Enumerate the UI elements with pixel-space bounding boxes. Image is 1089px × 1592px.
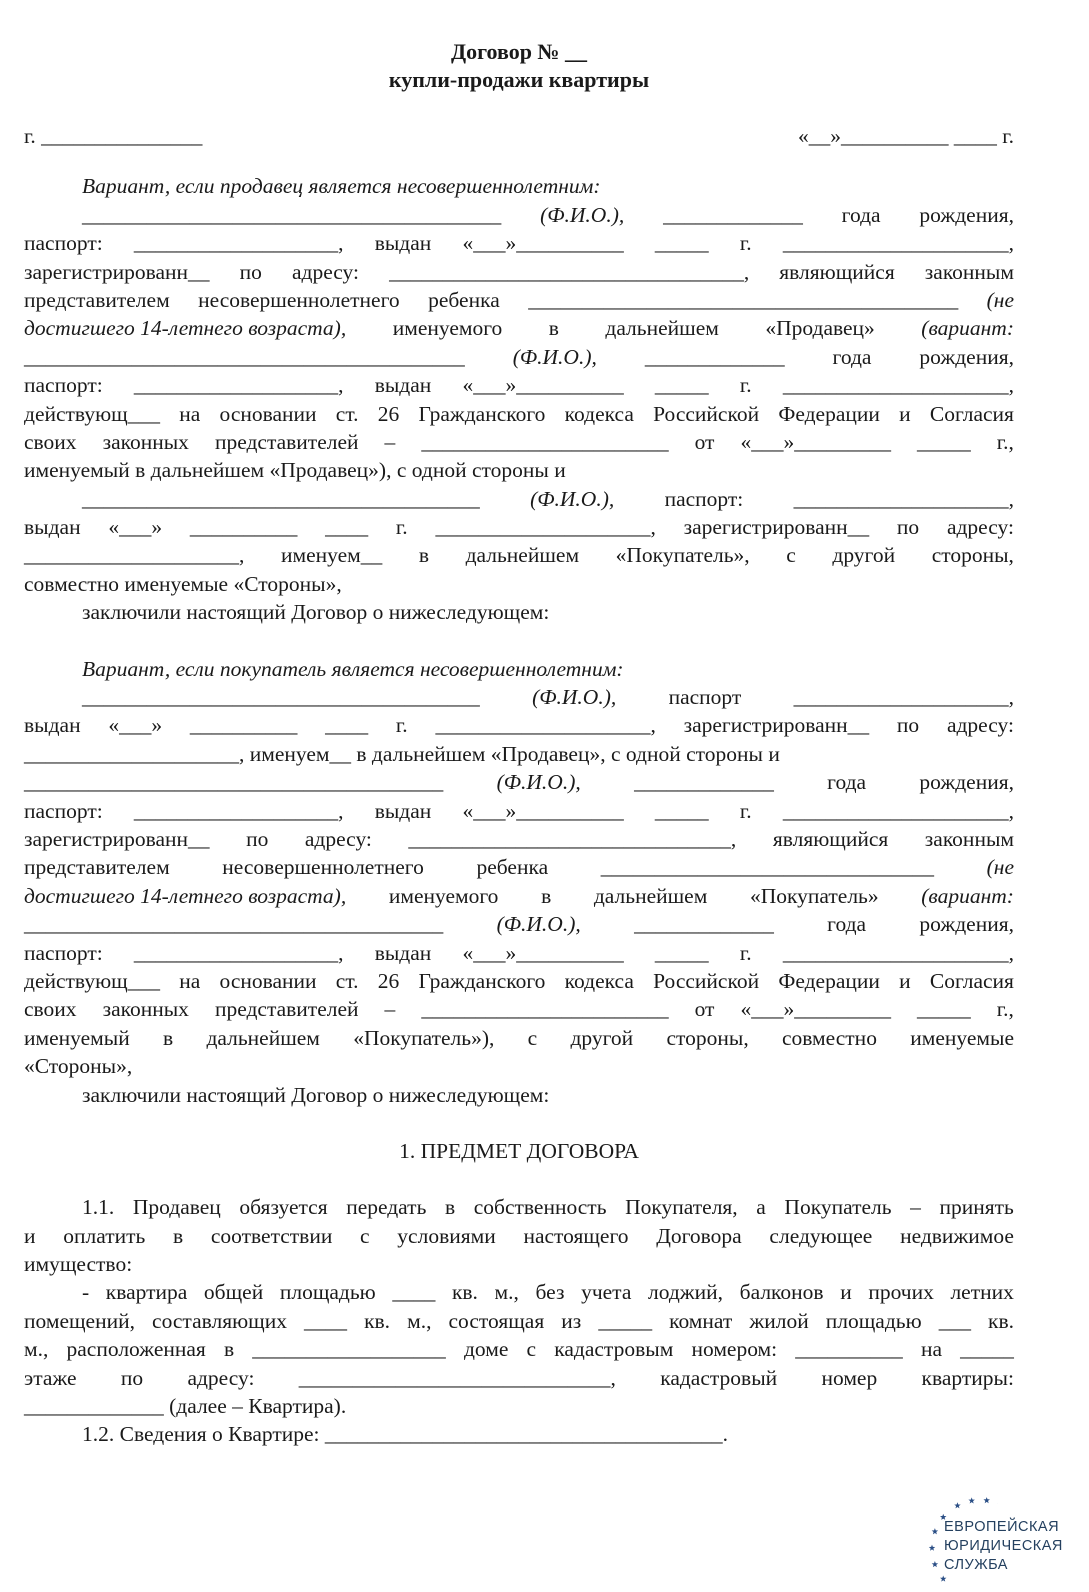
word: именуемого (388, 883, 499, 908)
text-line (24, 314, 1014, 342)
word: (Ф.И.О.), (540, 202, 625, 227)
word: выдан (24, 515, 81, 540)
word: ребенка (428, 287, 500, 312)
word: ____ (325, 515, 369, 540)
word: «___» (108, 713, 163, 738)
word: ____________________, (793, 685, 1014, 710)
word: ____________________, (793, 486, 1014, 511)
word: учета (581, 1280, 632, 1305)
word: дальнейшем (605, 316, 719, 341)
word: Российской (653, 968, 760, 993)
word: площадью (279, 1280, 376, 1305)
text-line (24, 1024, 1014, 1052)
word: по (896, 713, 920, 738)
apartment-description (24, 1278, 1014, 1392)
word: «___»__________ (462, 231, 624, 256)
word: выдан (24, 713, 81, 738)
word: г. (739, 373, 752, 398)
contract-document (24, 38, 1014, 1449)
word: (не (986, 287, 1014, 312)
word: _______________________ (421, 429, 669, 454)
paragraph-last-line: «Стороны», (24, 1054, 133, 1079)
text-line (24, 939, 1014, 967)
logo-text-line: СЛУЖБА (944, 1557, 1008, 1573)
word: Продавец (132, 1195, 221, 1220)
word: основании (219, 401, 317, 426)
word: ___________________, (133, 373, 344, 398)
word: представителем (24, 855, 170, 880)
logo-star (940, 1575, 946, 1581)
word: номером: (691, 1337, 778, 1362)
word: _____________________________, (298, 1365, 616, 1390)
word: м., (407, 1308, 432, 1333)
text-line (24, 513, 1014, 541)
word: своих (24, 429, 77, 454)
text-line (24, 882, 1014, 910)
word: в (444, 1195, 456, 1220)
text-line (24, 258, 1014, 286)
word: а (756, 1195, 766, 1220)
word: _____________________, (782, 231, 1014, 256)
word: м., (24, 1337, 49, 1362)
text-line (24, 428, 1014, 456)
word: ____________________, (435, 713, 656, 738)
logo-text (944, 1518, 1063, 1575)
word: Согласия (929, 968, 1014, 993)
word: являющийся (779, 259, 895, 284)
word: – (384, 997, 396, 1022)
word: комнат (669, 1308, 733, 1333)
word: _______________________________________ (24, 912, 444, 937)
word: _______________________________ (600, 855, 934, 880)
word: _____________________, (782, 373, 1014, 398)
text-line (24, 967, 1014, 995)
word: достигшего 14-летнего возраста), (24, 883, 347, 908)
word: представителей (214, 429, 359, 454)
word: кв. (364, 1308, 391, 1333)
word: м., (494, 1280, 519, 1305)
word: являющийся (772, 826, 889, 851)
word: следующее (769, 1223, 873, 1248)
word: _____ (654, 231, 709, 256)
word: _______________________________________ (24, 770, 444, 795)
logo-star (929, 1545, 935, 1551)
word: «Покупатель»), (353, 1025, 495, 1050)
word: действующ___ (24, 401, 160, 426)
word: и (899, 401, 911, 426)
text-line (24, 201, 1014, 229)
text-line (24, 485, 1014, 513)
document-subtitle: купли-продажи квартиры (388, 67, 650, 92)
word: «___»__________ (462, 798, 624, 823)
word: зарегистрированн__ (24, 826, 210, 851)
word: (не (986, 855, 1014, 880)
word: настоящего (523, 1223, 629, 1248)
word: _____ (654, 940, 709, 965)
word: ст. (335, 968, 359, 993)
word: основании (219, 968, 317, 993)
word: именуемого (392, 316, 503, 341)
word: площадью (825, 1308, 922, 1333)
word: «___»_________ (740, 429, 891, 454)
word: с (527, 1025, 538, 1050)
word: другой (832, 543, 896, 568)
word: балконов (739, 1280, 824, 1305)
word: _______________________________________ (82, 202, 502, 227)
text-line (24, 995, 1014, 1023)
word: ____ (392, 1280, 436, 1305)
word: кодекса (564, 401, 634, 426)
city-field: г. _______________ (24, 124, 203, 148)
word: (Ф.И.О.), (512, 344, 597, 369)
word: в (173, 1223, 184, 1248)
word: _____________ (663, 202, 803, 227)
word: г., (996, 429, 1014, 454)
word: в (541, 883, 552, 908)
word: – (384, 429, 396, 454)
word: от (694, 429, 715, 454)
word: Федерации (778, 401, 880, 426)
word: стороны, (666, 1025, 749, 1050)
word: _____________________________________ (82, 486, 480, 511)
concluded-line: заключили настоящий Договор о нижеследующем: (82, 600, 550, 625)
word: Гражданского (418, 401, 546, 426)
word: года (827, 912, 867, 937)
word: __________ (189, 515, 298, 540)
word: ___________________, (133, 940, 344, 965)
word: рождения, (919, 912, 1014, 937)
word: _________________________________________ (24, 344, 465, 369)
word: в (223, 1337, 235, 1362)
logo-star (954, 1502, 960, 1508)
word: выдан (374, 798, 432, 823)
company-logo (918, 1488, 1083, 1592)
word: адресу: (291, 259, 359, 284)
word: дальнейшем (593, 883, 708, 908)
word: кв. (451, 1280, 478, 1305)
text-line (24, 1222, 1014, 1250)
word: кадастровый (660, 1365, 778, 1390)
word: именуемые (910, 1025, 1014, 1050)
word: дальнейшем (206, 1025, 320, 1050)
word: «___» (108, 515, 163, 540)
logo-star (968, 1497, 974, 1503)
variant-caption-buyer: Вариант, если покупатель является несовершеннолетним: (82, 656, 624, 681)
text-line (24, 1364, 1014, 1392)
word: помещений, (24, 1308, 135, 1333)
word: квартира (105, 1280, 188, 1305)
word: г. (395, 713, 408, 738)
word: ___________________, (133, 231, 344, 256)
text-line (24, 1193, 1014, 1221)
word: 1.1. (82, 1195, 115, 1220)
variant-caption-seller: Вариант, если продавец является несовершеннолетним: (82, 174, 601, 199)
word: лоджий, (648, 1280, 724, 1305)
word: паспорт (668, 685, 742, 710)
word: ____ (325, 713, 369, 738)
text-line (24, 910, 1014, 938)
word: законным (924, 259, 1014, 284)
word: паспорт: (24, 940, 103, 965)
word: выдан (374, 231, 432, 256)
word: _____ (916, 997, 971, 1022)
word: _____________________, (782, 798, 1014, 823)
word: _______________________ (421, 997, 669, 1022)
word: этаже (24, 1365, 77, 1390)
word: именуемый (24, 1025, 130, 1050)
word: паспорт: (664, 486, 744, 511)
word: оплатить (63, 1223, 146, 1248)
word: (Ф.И.О.), (530, 486, 615, 511)
word: стороны, (931, 543, 1014, 568)
word: - (82, 1280, 90, 1305)
word: и (840, 1280, 852, 1305)
word: «Покупатель», (615, 543, 750, 568)
word: паспорт: (24, 798, 103, 823)
word: г. (395, 515, 408, 540)
word: недвижимое (900, 1223, 1014, 1248)
word: летних (950, 1280, 1014, 1305)
word: зарегистрированн__ (24, 259, 210, 284)
concluded-line: заключили настоящий Договор о нижеследующем: (82, 1082, 550, 1107)
text-line (24, 1307, 1014, 1335)
word: зарегистрированн__ (683, 713, 870, 738)
word: (Ф.И.О.), (532, 685, 617, 710)
word: _____________________, (782, 940, 1014, 965)
word: кодекса (564, 968, 634, 993)
word: зарегистрированн__ (683, 515, 870, 540)
text-line (24, 1335, 1014, 1363)
word: _____________ (634, 770, 774, 795)
logo-star (932, 1528, 938, 1534)
word: ___ (938, 1308, 971, 1333)
paragraph-last-line: _____________ (далее – Квартира). (24, 1394, 347, 1419)
word: ____________________, (24, 543, 245, 568)
word: соответствии (210, 1223, 333, 1248)
word: – (910, 1195, 921, 1220)
word: Гражданского (418, 968, 546, 993)
text-line (24, 400, 1014, 428)
word: законных (102, 429, 189, 454)
word: Договора (656, 1223, 742, 1248)
word: квартиры: (921, 1365, 1014, 1390)
text-line (24, 286, 1014, 314)
word: __________ (795, 1337, 903, 1362)
word: ________________________________________ (528, 287, 959, 312)
logo-star (983, 1497, 989, 1503)
word: ____ (304, 1308, 348, 1333)
word: передать (346, 1195, 427, 1220)
word: 26 (377, 968, 400, 993)
word: рождения, (919, 770, 1014, 795)
word: по (246, 826, 269, 851)
word: номер (821, 1365, 878, 1390)
word: доме (463, 1337, 509, 1362)
word: кв. (988, 1308, 1014, 1333)
word: года (841, 202, 881, 227)
word: несовершеннолетнего (222, 855, 424, 880)
word: обязуется (239, 1195, 328, 1220)
word: г. (739, 231, 752, 256)
word: и (899, 968, 911, 993)
word: (вариант: (921, 316, 1014, 341)
buyer-paragraph (24, 485, 1014, 570)
word: Федерации (778, 968, 880, 993)
word: ____________________, (435, 515, 656, 540)
word: кадастровым (554, 1337, 674, 1362)
text-line (24, 768, 1014, 796)
word: Российской (653, 401, 760, 426)
word: года (827, 770, 867, 795)
word: адресу: (946, 713, 1014, 738)
word: условиями (397, 1223, 496, 1248)
word: _____________ (644, 344, 785, 369)
word: года (832, 344, 872, 369)
word: Покупатель (784, 1195, 892, 1220)
paragraph-last-line: ____________________, именуем__ в дальнейшем «Продавец», с одной стороны и (24, 741, 780, 766)
word: общей (203, 1280, 264, 1305)
word: законных (102, 997, 189, 1022)
word: ___________________, (133, 798, 344, 823)
word: «Продавец» (765, 316, 875, 341)
word: ______________________________, (408, 826, 737, 851)
word: адресу: (946, 515, 1014, 540)
word: «___»__________ (462, 373, 624, 398)
clause-1-2: 1.2. Сведения о Квартире: _____________________________________. (82, 1422, 729, 1447)
text-line (24, 343, 1014, 371)
word: другой (570, 1025, 634, 1050)
word: жилой (749, 1308, 809, 1333)
word: своих (24, 997, 77, 1022)
word: с (360, 1223, 370, 1248)
word: на (920, 1337, 943, 1362)
word: рождения, (919, 202, 1014, 227)
word: (Ф.И.О.), (496, 770, 581, 795)
section-heading: 1. ПРЕДМЕТ ДОГОВОРА (399, 1138, 639, 1163)
text-line (24, 683, 1014, 711)
clause-1-1 (24, 1193, 1014, 1250)
text-line (24, 541, 1014, 569)
word: в (418, 543, 429, 568)
word: расположенная (66, 1337, 206, 1362)
word: собственность (473, 1195, 607, 1220)
word: «___»__________ (462, 940, 624, 965)
word: законным (924, 826, 1014, 851)
word: представителей (214, 997, 359, 1022)
word: достигшего 14-летнего возраста), (24, 316, 347, 341)
word: от (694, 997, 715, 1022)
text-line (24, 797, 1014, 825)
word: в (548, 316, 559, 341)
logo-text-line: ЮРИДИЧЕСКАЯ (944, 1538, 1063, 1554)
word: прочих (868, 1280, 934, 1305)
word: с (786, 543, 796, 568)
word: по (896, 515, 920, 540)
word: _____ (598, 1308, 653, 1333)
word: без (535, 1280, 565, 1305)
date-field: «__»__________ ____ г. (797, 124, 1014, 148)
word: именуем__ (280, 543, 383, 568)
word: _____________ (634, 912, 774, 937)
word: выдан (374, 940, 432, 965)
word: Покупателя, (625, 1195, 738, 1220)
word: ребенка (476, 855, 549, 880)
word: паспорт: (24, 373, 103, 398)
word: _____ (654, 373, 709, 398)
text-line (24, 825, 1014, 853)
word: на (179, 968, 201, 993)
document-title: Договор № __ (450, 39, 588, 64)
text-line (24, 711, 1014, 739)
word: _____ (916, 429, 971, 454)
word: г. (739, 798, 752, 823)
word: _____ (654, 798, 709, 823)
paragraph-last-line: именуемый в дальнейшем «Продавец»), с одной стороны и (24, 458, 566, 483)
word: __________________ (252, 1337, 446, 1362)
word: рождения, (919, 344, 1014, 369)
word: дальнейшем (465, 543, 580, 568)
buyer-variant-paragraph (24, 768, 1014, 1052)
text-line (24, 229, 1014, 257)
paragraph-last-line: совместно именуемые «Стороны», (24, 571, 342, 596)
text-line (24, 853, 1014, 881)
word: в (163, 1025, 174, 1050)
word: адресу: (304, 826, 372, 851)
paragraph-last-line: имущество: (24, 1252, 133, 1277)
word: по (120, 1365, 144, 1390)
word: ст. (335, 401, 359, 426)
text-line (24, 371, 1014, 399)
word: г. (739, 940, 752, 965)
word: по (239, 259, 262, 284)
word: (вариант: (921, 883, 1014, 908)
word: паспорт: (24, 231, 103, 256)
word: несовершеннолетнего (198, 287, 400, 312)
word: принять (939, 1195, 1014, 1220)
text-line (24, 1278, 1014, 1306)
word: _____________________________________ (82, 685, 480, 710)
word: и (24, 1223, 36, 1248)
word: представителем (24, 287, 170, 312)
word: «___»_________ (740, 997, 891, 1022)
word: совместно (781, 1025, 877, 1050)
seller-variant-paragraph (24, 201, 1014, 457)
word: 26 (377, 401, 400, 426)
word: _________________________________, (389, 259, 750, 284)
word: (Ф.И.О.), (496, 912, 581, 937)
word: состоящая (448, 1308, 545, 1333)
word: составляющих (152, 1308, 287, 1333)
logo-text-line: ЕВРОПЕЙСКАЯ (944, 1519, 1060, 1535)
word: выдан (374, 373, 432, 398)
word: _____ (960, 1337, 1014, 1362)
word: из (561, 1308, 582, 1333)
word: г., (996, 997, 1014, 1022)
word: __________ (189, 713, 298, 738)
seller-paragraph (24, 683, 1014, 740)
place-date-line (24, 122, 1014, 150)
word: на (179, 401, 201, 426)
word: с (526, 1337, 537, 1362)
word: «Покупатель» (749, 883, 879, 908)
logo-star (932, 1561, 938, 1567)
word: адресу: (187, 1365, 255, 1390)
word: действующ___ (24, 968, 160, 993)
word: Согласия (929, 401, 1014, 426)
